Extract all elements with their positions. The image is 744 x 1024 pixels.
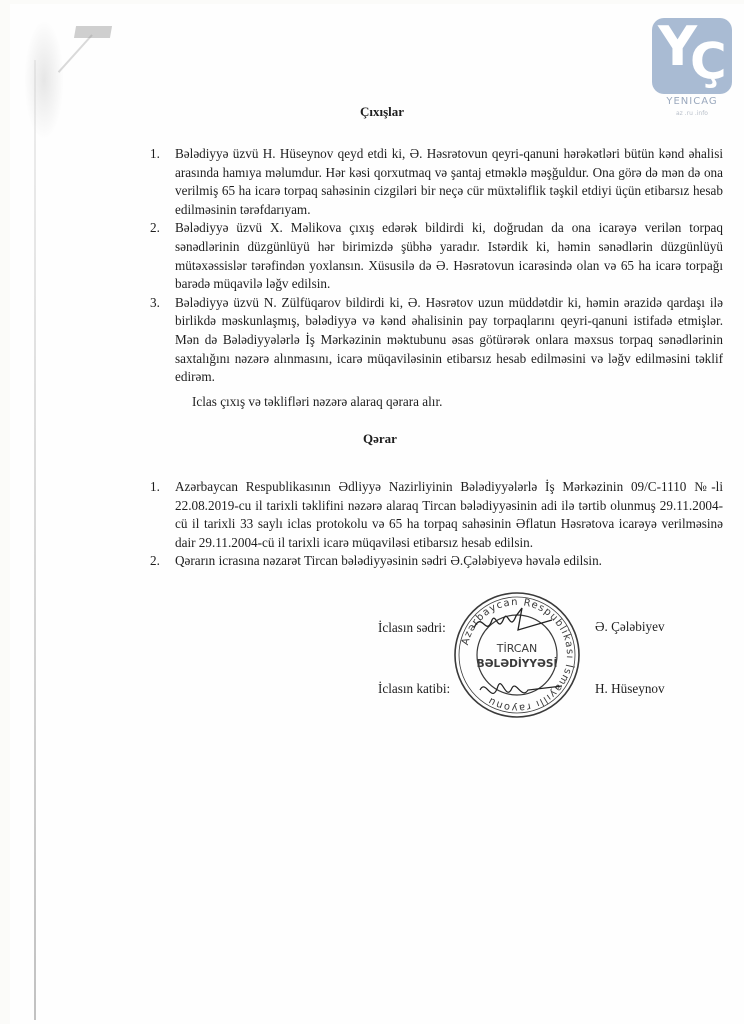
list-item: [150, 145, 723, 219]
item-text: Bələdiyyə üzvü H. Hüseynov qeyd etdi ki, Ə. Həsrətovun qeyri-qanuni hərəkətləri bütün kənd əhalisi arasında hamıya məlumdur. Hər kəsi qorxutmaq və şantaj etməklə məşğuldur. Ona görə də mən də ona verilmiş 65 ha icarə torpaq sahəsinin cizgiləri bir neçə cür müxtəliflik təşkil etdiyi üçün etibarsız hesab edilməsinin tərəfdarıyam.: [175, 146, 723, 217]
list-item: [150, 478, 723, 552]
item-text: Azərbaycan Respublikasının Ədliyyə Nazirliyinin Bələdiyyələrlə İş Mərkəzinin 09/C-1110 №-li 22.08.2019-cu il tarixli təklifini nəzərə alaraq Tircan bələdiyyəsinin adi ilə tərtib olunmuş 29.11.2004-cü il tarixli 33 saylı iclas protokolu və 65 ha torpaq sahəsinin Əflatun Həsrətova icarəyə verilməsinə dair 29.11.2004-cü il tarixli icarə müqaviləsi etibarsız hesab edilsin.: [175, 479, 723, 550]
item-number: 3.: [150, 294, 160, 310]
logo-letter-y: Y: [658, 18, 698, 78]
stamp-outer-text: Azərbaycan Respublikası İsmayıllı rayonu: [460, 596, 576, 714]
item-number: 1.: [150, 479, 160, 494]
logo-letter-c: Ç: [690, 32, 727, 90]
scan-smudge: [24, 20, 64, 140]
item-text: Qərarın icrasına nəzarət Tircan bələdiyyəsinin sədri Ə.Çələbiyevə həvalə edilsin.: [175, 553, 602, 569]
chair-label: İclasın sədri:: [378, 620, 446, 635]
chair-name: Ə. Çələbiyev: [595, 619, 665, 634]
list-item: [150, 294, 723, 387]
logo-tagline: az .ru .info: [676, 110, 708, 117]
item-text: Bələdiyyə üzvü X. Məlikova çıxış edərək bildirdi ki, doğrudan da ona icarəyə verilən torpaq sənədlərinin düzgünlüyü hər birimizdə şübhə yaradır. Istərdik ki, həmin sənədlərin düzgünlüyü mütəxəssislər tərəfindən yoxlansın. Xüsusilə də Ə. Həsrətovun icarəsində olan və 65 ha icarə torpağı barədə müqavilə ləğv edilsin.: [175, 220, 723, 292]
closing-sentence: Iclas çıxış və təklifləri nəzərə alaraq qərara alır.: [192, 394, 443, 409]
item-text: Bələdiyyə üzvü N. Zülfüqarov bildirdi ki, Ə. Həsrətov uzun müddətdir ki, həmin ərazidə qardaşı ilə birlikdə məskunlaşmış, bələdiyyə və kənd əhalisinin pay torpaqlarını qeyri-qanuni istifadə etmişlər. Mən də Bələdiyyələrlə İş Mərkəzinin məktubunu əsas götürərək onlara məxsus torpaq sənədlərinin saxtalığını nəzərə alınmasını, icarə müqaviləsinin etibarsız hesab edilməsini və ləğv edilməsini təklif edirəm.: [175, 294, 723, 385]
stamp-center-line1: TİRCAN: [496, 642, 538, 655]
official-stamp: [452, 590, 582, 720]
stamp-center-line2: BƏLƏDİYYƏSİ: [476, 658, 558, 670]
item-number: 2.: [150, 553, 160, 569]
decision-list: [150, 478, 723, 571]
logo-badge: [652, 18, 732, 94]
secretary-label: İclasın katibi:: [378, 681, 451, 696]
speeches-list: [150, 145, 723, 387]
item-number: 2.: [150, 220, 160, 236]
section-heading-decision: Qərar: [363, 431, 397, 446]
list-item: [150, 552, 723, 571]
section-heading-speeches: Çıxışlar: [359, 104, 405, 119]
scan-mark: [74, 26, 112, 38]
logo-name: YENICAG: [666, 96, 718, 107]
list-item: [150, 219, 723, 293]
stamp-center-ring: [477, 615, 557, 695]
secretary-name: H. Hüseynov: [595, 681, 665, 696]
stamp-outer-ring: [455, 593, 579, 717]
scan-edge-line: [34, 60, 36, 1020]
item-number: 1.: [150, 146, 160, 161]
